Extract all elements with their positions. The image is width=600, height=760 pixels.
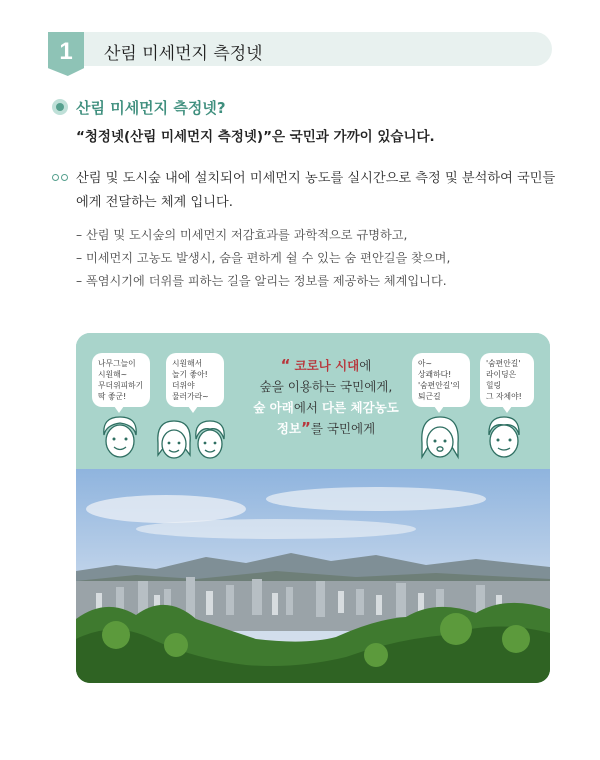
message-line-2: 숲을 이용하는 국민에게, (259, 379, 393, 394)
bubble-line: 나무그늘이 (98, 359, 136, 368)
speech-bubble-3 (412, 353, 470, 407)
question-title: 산림 미세먼지 측정넷? (76, 99, 226, 117)
message-text: 에 (359, 358, 372, 373)
bubble-line: 더위야 (172, 381, 195, 390)
woman-face-icon (418, 413, 462, 463)
list-item: – 산림 및 도시숲의 미세먼지 저감효과를 과학적으로 규명하고, (76, 228, 408, 242)
feature-list (76, 224, 450, 293)
bubble-line: 라이딩은 (486, 370, 517, 379)
bubble-line: 물러가라~ (172, 392, 209, 401)
description-text: 산림 및 도시숲 내에 설치되어 미세먼지 농도를 실시간으로 측정 및 분석하여 국민들에게 전달하는 체계 입니다. (76, 171, 556, 210)
section-title: 산림 미세먼지 측정넷 (104, 44, 263, 64)
illustration-panel (76, 333, 550, 683)
message-text: 에서 (293, 400, 322, 415)
bubble-line: 퇴근길 (418, 392, 441, 401)
bubble-line: '숨편안길'의 (418, 381, 460, 390)
elderly-woman-face-icon (98, 413, 142, 463)
center-message (236, 355, 416, 439)
list-item: – 폭염시기에 더위를 피하는 길을 알리는 정보를 제공하는 체계입니다. (76, 274, 447, 288)
message-text: 를 국민에게 (310, 421, 376, 436)
bubble-line: 상쾌하다! (418, 370, 452, 379)
man-face-icon (482, 413, 526, 463)
double-dot-bullet-icon (52, 174, 70, 182)
speech-bubble-2 (166, 353, 224, 407)
boy-face-icon (190, 417, 230, 463)
open-quote: “ (280, 356, 291, 374)
city-forest-photo (76, 469, 550, 683)
message-highlight-white: 정보 (276, 421, 301, 436)
bubble-line: '숨편안길' (486, 359, 521, 368)
bubble-line: 놀기 좋아! (172, 370, 208, 379)
bubble-line: 무더위피하기 (98, 381, 144, 390)
message-highlight-white: 숲 아래 (253, 400, 294, 415)
close-quote: ” (300, 419, 311, 437)
circle-bullet-icon (52, 99, 68, 115)
bubble-line: 그 자체야! (486, 392, 522, 401)
message-highlight-white: 다른 체감농도 (321, 400, 399, 415)
list-item: – 미세먼지 고농도 발생시, 숨을 편하게 쉴 수 있는 숨 편안길을 찾으며, (76, 251, 451, 265)
bubble-line: 아~ (418, 359, 433, 368)
girl-face-icon (154, 417, 194, 463)
bubble-line: 시원해~ (98, 370, 128, 379)
message-highlight-red: 코로나 시대 (294, 358, 360, 373)
question-subtitle: “청정넷(산림 미세먼지 측정넷)”은 국민과 가까이 있습니다. (76, 129, 435, 145)
bubble-line: 딱 좋군! (98, 392, 127, 401)
speech-bubble-4 (480, 353, 534, 407)
speech-bubble-1 (92, 353, 150, 407)
section-number: 1 (59, 38, 73, 65)
bubble-line: 힐링 (486, 381, 502, 390)
bubble-line: 시원해서 (172, 359, 203, 368)
